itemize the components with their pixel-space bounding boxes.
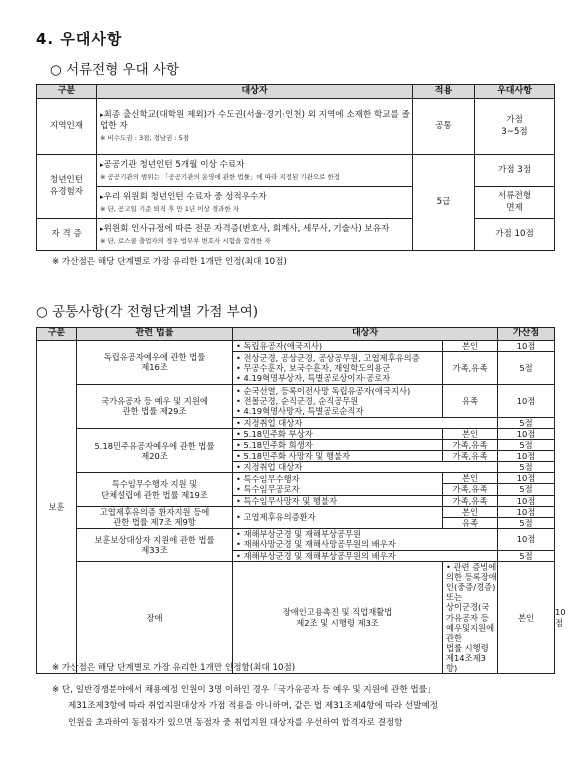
relation-cell: 본인 — [443, 428, 498, 439]
law-cell: 5.18민주유공자예우에 관한 법률 제20조 — [77, 428, 233, 472]
target-cell: • 특수임무수행자 • 특수임무공로자 — [233, 473, 443, 495]
apply-cell: 5급 — [413, 155, 475, 251]
subsection-title-document-screening: ○ 서류전형 우대 사항 — [50, 62, 179, 78]
target-cell: • 특수임무사망자 및 행불자 — [233, 495, 443, 506]
relation-cell: 본인 — [443, 506, 498, 517]
target-cell: ▸공공기관 청년인턴 5개월 이상 수료자 ※ 공공기관의 범위는 「공공기관의 운영에 관한 법률」에 따라 지정된 기관으로 한정 — [97, 155, 413, 187]
category-cell: 보훈 — [37, 340, 77, 674]
points-cell: 10점 — [498, 473, 555, 484]
arrow-bullet-icon: ▸ — [100, 160, 104, 169]
header-target: 대상자 — [233, 328, 498, 341]
target-cell: • 재해부상군경 및 재해부상공무원의 배우자 — [233, 550, 498, 561]
target-cell: • 5.18민주화 부상자 — [233, 428, 443, 439]
note-bonus-limit-2: ※ 가산점은 해당 단계별로 가장 유리한 1개만 인정함(최대 10점) — [52, 663, 296, 673]
table-row — [37, 187, 555, 219]
table-row — [37, 219, 555, 251]
table-row — [37, 473, 555, 484]
category-cell: 자 격 증 — [37, 219, 97, 251]
target-cell: ▸우리 위원회 청년인턴 수료자 중 성적우수자 ※ 단, 공고일 기준 퇴직 후 만 1년 이상 경과한 자 — [97, 187, 413, 219]
law-cell: 국가유공자 등 예우 및 지원에 관한 법률 제29조 — [77, 384, 233, 428]
header-law: 관련 법률 — [77, 328, 233, 341]
target-cell: • 순국선열, 등록이전사망 독립유공자(애국지사) • 전몰군경, 순직군경, 순직공무원 • 4.19혁명사망자, 특별공로순직자 — [233, 384, 443, 417]
benefit-cell: 가점 10점 — [475, 219, 555, 251]
points-cell: 5점 — [498, 484, 555, 495]
points-cell: 5점 — [498, 417, 555, 428]
target-cell: • 지정취업 대상자 — [233, 462, 498, 473]
category-cell: 지역인재 — [37, 99, 97, 155]
points-cell: 10점 — [498, 451, 555, 462]
relation-cell: 가족,유족 — [443, 351, 498, 384]
header-apply: 적용 — [413, 85, 475, 99]
header-category: 구분 — [37, 328, 77, 341]
relation-cell: 유족 — [443, 384, 498, 417]
header-benefit: 우대사항 — [475, 85, 555, 99]
law-cell: 장애인고용촉진 및 직업재활법 제2조 및 시행령 제3조 — [233, 562, 443, 674]
relation-cell: 유족 — [443, 517, 498, 528]
note-bonus-limit: ※ 가산점은 해당 단계별로 가장 유리한 1개만 인정(최대 10점) — [52, 257, 287, 267]
table-row — [37, 340, 555, 351]
points-cell: 10점 — [498, 340, 555, 351]
header-category: 구분 — [37, 85, 97, 99]
table-row — [37, 506, 555, 517]
points-cell: 10점 — [498, 428, 555, 439]
points-cell: 5점 — [498, 462, 555, 473]
note-tiebreak: ※ 단, 일반경쟁분야에서 채용예정 인원이 3명 이하인 경우「국가유공자 등 예우 및 지원에 관한 법률」 제31조제3항에 따라 취업지원대상자 가점 적용을 아니하며, 같은 법 제31조제4항에 따라 선발예정 인원을 초과하여 동점자가 있으면 동점자 중 취업지원 대상자를 우선하여 합격자로 결정함 — [52, 685, 439, 728]
header-target: 대상자 — [97, 85, 413, 99]
table-row: 장애 장애인고용촉진 및 직업재활법 제2조 및 시행령 제3조 • 관련 증빙에 의한 등록장애인(중증/경증) 또는 상이군경(국가유공자 등 예우및지원에 관한 법률 시행령 제14조제3항) 본인 10점 — [37, 562, 555, 674]
table-row — [37, 155, 555, 187]
relation-cell: 가족,유족 — [443, 495, 498, 506]
arrow-bullet-icon: ▸ — [100, 224, 104, 233]
table-header-row — [37, 328, 555, 341]
law-cell: 독립유공자예우에 관한 법률 제16조 — [77, 340, 233, 384]
points-cell: 5점 — [498, 517, 555, 528]
points-cell: 10점 — [498, 384, 555, 417]
points-cell: 5점 — [498, 351, 555, 384]
common-bonus-table — [36, 327, 566, 674]
table-row — [37, 428, 555, 439]
relation-cell: 본인 — [498, 562, 555, 674]
target-cell: • 고엽제후유의증환자 — [233, 506, 443, 528]
table-row — [37, 99, 555, 155]
relation-cell: 가족,유족 — [443, 440, 498, 451]
target-cell: • 관련 증빙에 의한 등록장애인(중증/경증) 또는 상이군경(국가유공자 등 예우및지원에 관한 법률 시행령 제14조제3항) — [443, 562, 498, 674]
relation-cell: 가족,유족 — [443, 484, 498, 495]
target-cell: ▸위원회 인사규정에 따른 전문 자격증(변호사, 회계사, 세무사, 기술사) 보유자 ※ 단, 로스쿨 출업자의 경우 법무부 변호사 시험을 합격한 자 — [97, 219, 413, 251]
section-title: 4. 우대사항 — [36, 30, 123, 48]
document-screening-preference-table — [36, 84, 555, 251]
points-cell: 10점 — [498, 528, 555, 550]
target-cell: • 전상군경, 공상군경, 공상공무원, 고엽제후유의증 • 무공수훈자, 보국수훈자, 재일학도의용군 • 4.19혁명부상자, 특별공로상이자·공로자 — [233, 351, 443, 384]
apply-cell: 공통 — [413, 99, 475, 155]
relation-cell: 본인 — [443, 340, 498, 351]
target-cell: • 재해부상군경 및 재해부상공무원 • 재해사망군경 및 재해사망공무원의 배우자 — [233, 528, 498, 550]
table-row — [37, 528, 555, 550]
target-cell: • 지정취업 대상자 — [233, 417, 498, 428]
law-cell: 특수임무수행자 지원 및 단체설립에 관한 법률 제19조 — [77, 473, 233, 506]
benefit-cell: 가점 3~5점 — [475, 99, 555, 155]
points-cell: 5점 — [498, 440, 555, 451]
points-cell: 10점 — [498, 495, 555, 506]
points-cell: 10점 — [498, 506, 555, 517]
target-cell: ▸최종 출신학교(대학원 제외)가 수도권(서울·경기·인천) 외 지역에 소재한 학교를 졸업한 자 ※ 비수도권 : 3점, 경남권 : 5점 — [97, 99, 413, 155]
target-cell: • 5.18민주화 희생자 — [233, 440, 443, 451]
target-cell: • 5.18민주화 사망자 및 행불자 — [233, 451, 443, 462]
relation-cell: 가족,유족 — [443, 451, 498, 462]
target-cell: • 독립유공자(애국지사) — [233, 340, 443, 351]
category-cell: 장애 — [77, 562, 233, 674]
arrow-bullet-icon: ▸ — [100, 111, 104, 120]
law-cell: 고엽제후유의증 환자지원 등에 관한 법률 제7조 제9항 — [77, 506, 233, 528]
table-row — [37, 384, 555, 417]
table-header-row — [37, 85, 555, 99]
benefit-cell: 서류전형 면제 — [475, 187, 555, 219]
law-cell: 보훈보상대상자 지원에 관한 법률 제33조 — [77, 528, 233, 561]
benefit-cell: 가점 3점 — [475, 155, 555, 187]
category-cell: 청년인턴 유경험자 — [37, 155, 97, 219]
subsection-title-common: ○ 공통사항(각 전형단계별 가점 부여) — [36, 304, 259, 320]
points-cell: 5점 — [498, 550, 555, 561]
header-points: 가산점 — [498, 328, 555, 341]
relation-cell: 본인 — [443, 473, 498, 484]
arrow-bullet-icon: ▸ — [100, 192, 104, 201]
